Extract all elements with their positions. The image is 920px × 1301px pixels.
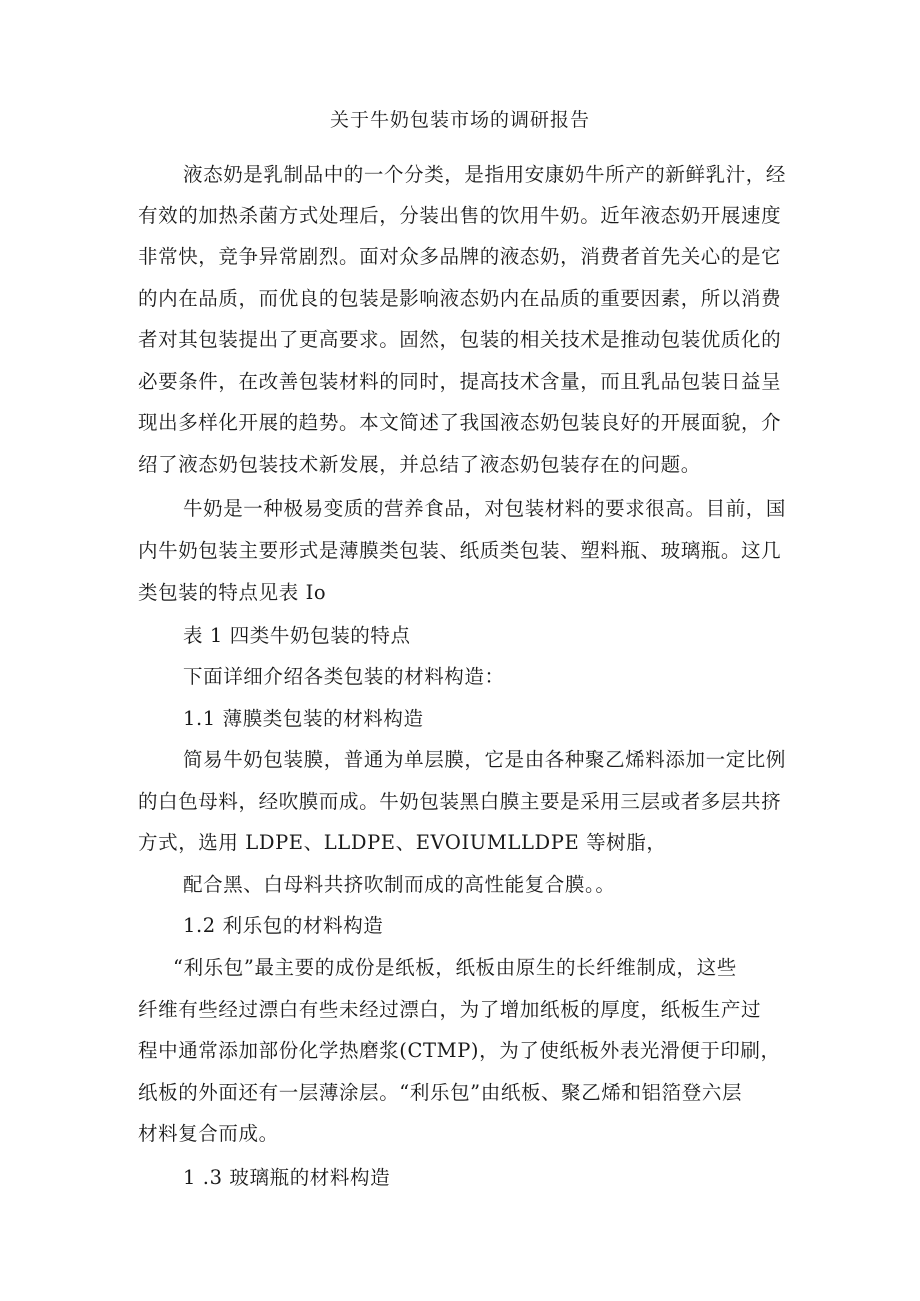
paragraph-line: 简易牛奶包装膜，普通为单层膜，它是由各种聚乙烯料添加一定比例: [183, 748, 787, 771]
intro-line: 下面详细介绍各类包装的材料构造：: [183, 665, 505, 688]
paragraph-line: 液态奶是乳制品中的一个分类，是指用安康奶牛所产的新鲜乳汁，经: [183, 163, 787, 186]
paragraph-line: 必要条件，在改善包装材料的同时，提高技术含量，而且乳品包装日益呈: [138, 370, 782, 393]
paragraph-line: 的内在品质，而优良的包装是影响液态奶内在品质的重要因素，所以消费: [138, 287, 782, 310]
paragraph-line: 配合黑、白母料共挤吹制而成的高性能复合膜。。: [183, 873, 616, 896]
paragraph-line: 非常快，竞争异常剧烈。面对众多品牌的液态奶，消费者首先关心的是它: [138, 245, 782, 268]
paragraph-line: “利乐包”最主要的成份是纸板，纸板由原生的长纤维制成，这些: [173, 956, 737, 979]
table-caption: 表 1 四类牛奶包装的特点: [183, 624, 411, 647]
paragraph-line: 者对其包装提出了更高要求。固然，包装的相关技术是推动包装优质化的: [138, 328, 782, 351]
paragraph-line: 的白色母料，经吹膜而成。牛奶包装黑白膜主要是采用三层或者多层共挤: [138, 790, 782, 813]
paragraph-line: 方式，选用 LDPE、LLDPE、EVOIUMLLDPE 等树脂，: [138, 831, 667, 854]
paragraph-line: 纸板的外面还有一层薄涂层。“利乐包”由纸板、聚乙烯和铝箔登六层: [138, 1081, 743, 1104]
section-heading: 1.2 利乐包的材料构造: [183, 914, 384, 937]
paragraph-line: 现出多样化开展的趋势。本文简述了我国液态奶包装良好的开展面貌，介: [138, 411, 782, 434]
paragraph-line: 材料复合而成。: [138, 1122, 279, 1145]
document-title: 关于牛奶包装市场的调研报告: [329, 109, 590, 131]
paragraph-line: 纤维有些经过漂白有些未经过漂白，为了增加纸板的厚度，纸板生产过: [138, 998, 762, 1021]
section-heading: 1 .3 玻璃瓶的材料构造: [183, 1166, 391, 1189]
paragraph-line: 牛奶是一种极易变质的营养食品，对包装材料的要求很高。目前，国: [183, 497, 787, 520]
paragraph-line: 类包装的特点见表 Io: [138, 581, 327, 604]
paragraph-line: 有效的加热杀菌方式处理后，分装出售的饮用牛奶。近年液态奶开展速度: [138, 204, 782, 227]
paragraph-line: 内牛奶包装主要形式是薄膜类包装、纸质类包装、塑料瓶、玻璃瓶。这几: [138, 539, 782, 562]
paragraph-line: 程中通常添加部份化学热磨浆(CTMP)，为了使纸板外表光滑便于印刷，: [138, 1039, 781, 1062]
section-heading: 1.1 薄膜类包装的材料构造: [183, 707, 424, 730]
paragraph-line: 绍了液态奶包装技术新发展，并总结了液态奶包装存在的问题。: [138, 453, 701, 476]
